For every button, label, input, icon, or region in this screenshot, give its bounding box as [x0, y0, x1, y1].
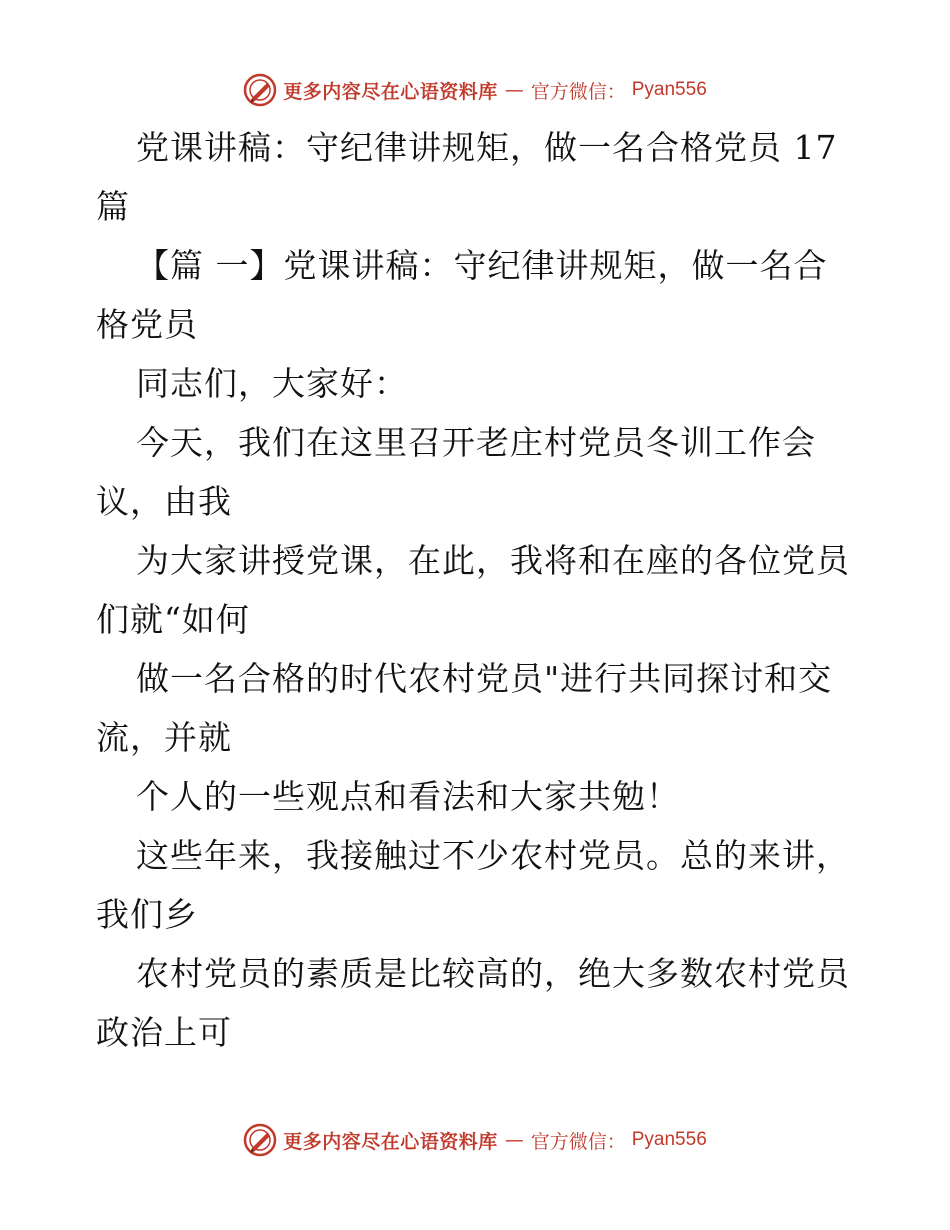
body-line: 为大家讲授党课，在此，我将和在座的各位党员 — [136, 541, 850, 580]
body-line: 议，由我 — [96, 482, 232, 521]
body-line: 政治上可 — [96, 1013, 232, 1052]
watermark-wechat-label: 官方微信： — [530, 1130, 626, 1153]
body-line: 农村党员的素质是比较高的，绝大多数农村党员 — [136, 954, 850, 993]
body-line: 流，并就 — [96, 718, 232, 757]
watermark-wechat-id: Pyan556 — [631, 1129, 707, 1150]
pen-logo-icon — [243, 73, 277, 107]
body-line: 我们乡 — [96, 895, 198, 934]
watermark-header — [0, 70, 950, 110]
body-line: 同志们，大家好： — [136, 364, 408, 403]
title-line-2: 篇 — [96, 187, 130, 226]
document-body — [96, 118, 856, 1062]
watermark-text: 更多内容尽在心语资料库 — [283, 80, 498, 103]
watermark-wechat-label: 官方微信： — [530, 80, 626, 103]
section-heading-line-1: 【篇 一】党课讲稿：守纪律讲规矩，做一名合 — [136, 246, 828, 285]
title-line-1: 党课讲稿：守纪律讲规矩，做一名合格党员 17 — [136, 128, 838, 167]
watermark-footer — [0, 1120, 950, 1160]
body-line: 们就“如何 — [96, 600, 250, 639]
watermark-wechat-id: Pyan556 — [631, 79, 707, 100]
watermark-dash: — — [504, 1129, 524, 1151]
section-heading-line-2: 格党员 — [96, 305, 198, 344]
watermark-dash: — — [504, 79, 524, 101]
body-line: 做一名合格的时代农村党员"进行共同探讨和交 — [136, 659, 833, 698]
body-line: 个人的一些观点和看法和大家共勉！ — [136, 777, 680, 816]
pen-logo-icon — [243, 1123, 277, 1157]
watermark-text: 更多内容尽在心语资料库 — [283, 1130, 498, 1153]
body-line: 今天，我们在这里召开老庄村党员冬训工作会 — [136, 423, 816, 462]
body-line: 这些年来，我接触过不少农村党员。总的来讲， — [136, 836, 850, 875]
